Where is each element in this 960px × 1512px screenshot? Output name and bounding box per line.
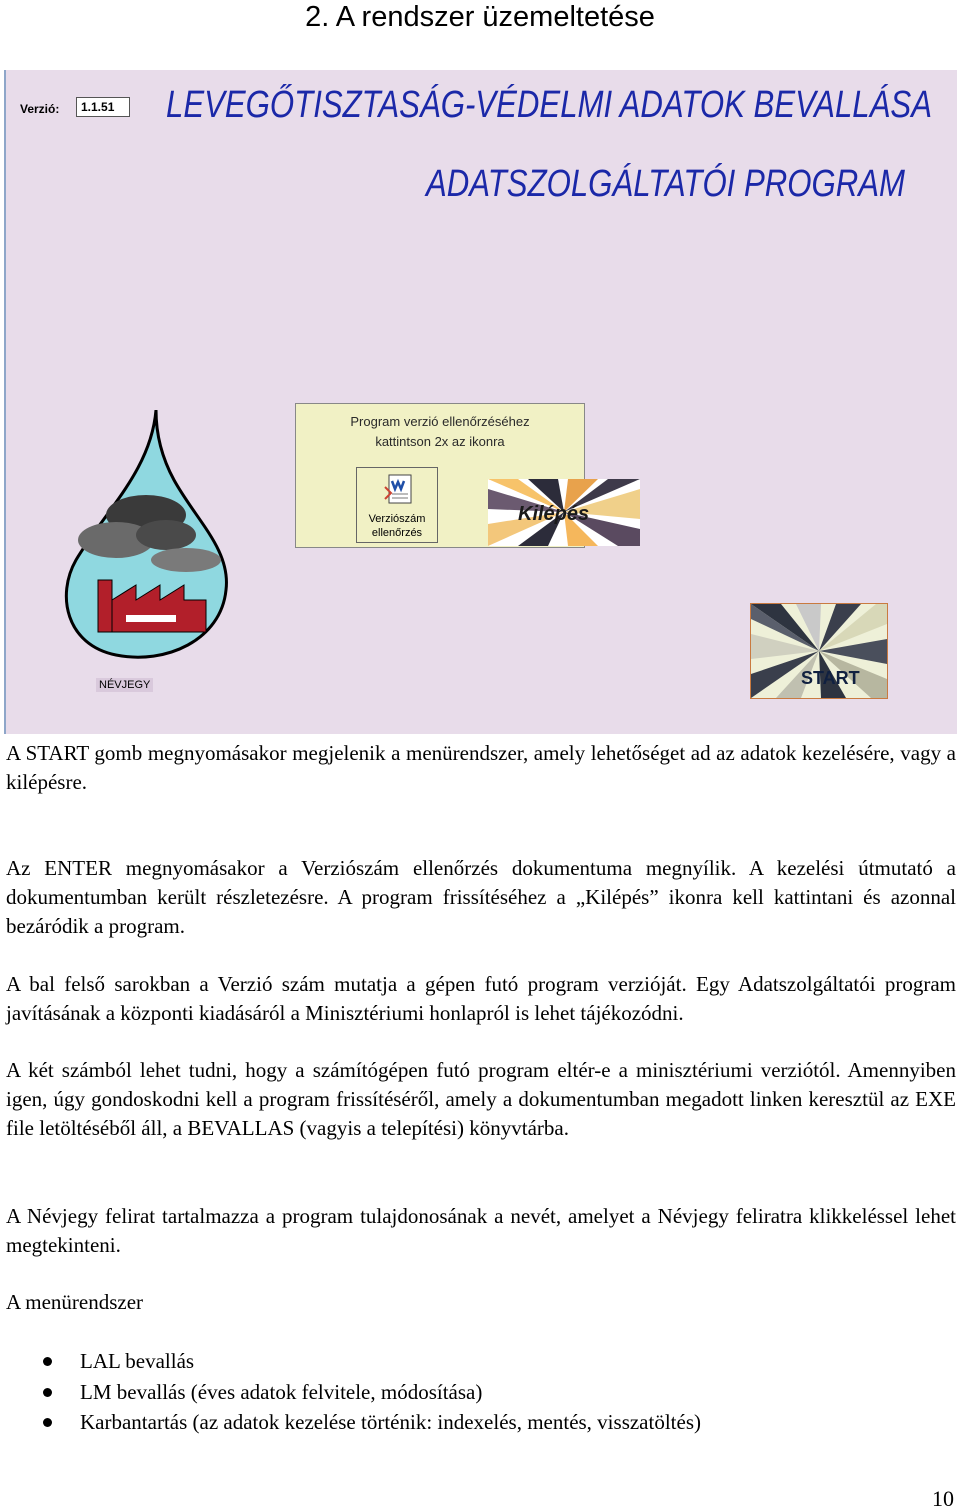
page-heading: 2. A rendszer üzemeltetése — [305, 1, 655, 33]
version-check-message: Program verzió ellenőrzéséhez kattintson 2x az ikonra — [350, 414, 530, 449]
menu-list — [0, 1346, 701, 1438]
paragraph-nevjegy: A Névjegy felirat tartalmazza a program tulajdonosának a nevét, amelyet a Névjegy feliratra klikkeléssel lehet megtekinteni. — [6, 1204, 956, 1257]
exit-label: Kilépés — [518, 503, 590, 525]
app-title-line1: LEVEGŐTISZTASÁG-VÉDELMI ADATOK BEVALLÁSA — [166, 84, 932, 126]
app-screenshot — [4, 70, 957, 734]
version-check-button[interactable] — [356, 467, 438, 543]
water-drop-factory-logo — [56, 410, 236, 660]
version-field: 1.1.51 — [76, 97, 130, 117]
paragraph-version: A bal felső sarokban a Verzió szám mutatja a gépen futó program verzióját. Egy Adatszolgáltatói program javításának a központi kiadásáról a Minisztériumi honlapról is lehet tájékozódni. — [6, 972, 956, 1025]
start-button[interactable] — [750, 603, 888, 699]
list-item: Karbantartás (az adatok kezelése történik: indexelés, mentés, visszatöltés) — [0, 1407, 701, 1438]
app-title-line2: ADATSZOLGÁLTATÓI PROGRAM — [426, 163, 905, 205]
document-check-icon — [383, 473, 415, 507]
page-number: 10 — [932, 1486, 954, 1511]
list-item: LAL bevallás — [0, 1346, 701, 1377]
exit-button[interactable] — [488, 479, 640, 546]
paragraph-update: A két számból lehet tudni, hogy a számítógépen futó program eltér-e a minisztériumi verziótól. Amennyiben igen, úgy gondoskodni kell a program frissítéséről, amely a dokumentumban megadott linken keresztül az EXE file letöltéséből áll, a BEVALLAS (vagyis a telepítési) könyvtárba. — [6, 1058, 956, 1140]
start-label: START — [801, 668, 860, 688]
version-label: Verzió: — [20, 102, 60, 116]
paragraph-enter: Az ENTER megnyomásakor a Verziószám ellenőrzés dokumentuma megnyílik. A kezelési útmutató a dokumentumban került részletezésre. A program frissítéséhez a „Kilépés” ikonra kell kattintani és azonnal bezáródik a program. — [6, 856, 956, 938]
paragraph-menu: A menürendszer — [6, 1290, 144, 1314]
list-item: LM bevallás (éves adatok felvitele, módosítása) — [0, 1377, 701, 1408]
nevjegy-link[interactable]: NÉVJEGY — [96, 678, 153, 692]
version-check-label: Verziószám ellenőrzés — [368, 513, 426, 539]
paragraph-start: A START gomb megnyomásakor megjelenik a menürendszer, amely lehetőséget ad az adatok kezelésére, vagy a kilépésre. — [6, 741, 956, 794]
